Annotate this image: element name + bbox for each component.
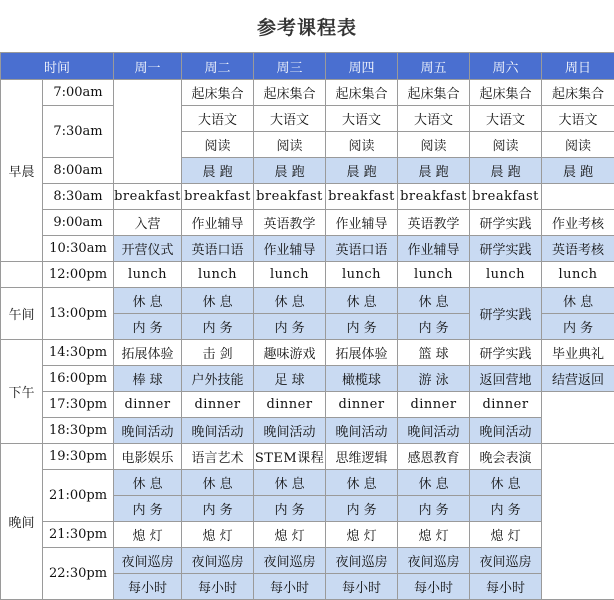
- schedule-cell: 棒 球: [114, 366, 182, 392]
- schedule-cell: 感恩教育: [398, 444, 470, 470]
- schedule-cell: 晚会表演: [470, 444, 542, 470]
- schedule-cell: lunch: [326, 262, 398, 288]
- schedule-cell: breakfast: [470, 184, 542, 210]
- schedule-cell: breakfast: [182, 184, 254, 210]
- schedule-cell: 研学实践: [470, 288, 542, 340]
- schedule-cell: 趣味游戏: [254, 340, 326, 366]
- schedule-cell: lunch: [254, 262, 326, 288]
- schedule-cell: 夜间巡房: [326, 548, 398, 574]
- header-time: 时间: [1, 53, 114, 80]
- schedule-cell: 篮 球: [398, 340, 470, 366]
- schedule-cell: 作业辅导: [182, 210, 254, 236]
- schedule-cell: 阅读: [542, 132, 614, 158]
- schedule-cell: 内 务: [398, 496, 470, 522]
- schedule-cell: 研学实践: [470, 210, 542, 236]
- schedule-cell: 内 务: [114, 496, 182, 522]
- row-1430: [1, 340, 614, 366]
- schedule-cell: 休 息: [470, 470, 542, 496]
- schedule-cell: 思维逻辑: [326, 444, 398, 470]
- schedule-cell: 拓展体验: [326, 340, 398, 366]
- time-cell: 10:30am: [43, 236, 114, 262]
- time-cell: 21:30pm: [43, 522, 114, 548]
- row-0900: [1, 210, 614, 236]
- schedule-cell: 大语文: [326, 106, 398, 132]
- time-cell: 22:30pm: [43, 548, 114, 600]
- schedule-cell: 每小时: [114, 574, 182, 600]
- schedule-cell: 作业考核: [542, 210, 614, 236]
- schedule-cell: 每小时: [398, 574, 470, 600]
- schedule-cell: 每小时: [182, 574, 254, 600]
- schedule-cell: 大语文: [470, 106, 542, 132]
- schedule-cell: 休 息: [254, 288, 326, 314]
- time-cell: 8:30am: [43, 184, 114, 210]
- schedule-cell: 大语文: [182, 106, 254, 132]
- header-fri: 周五: [398, 53, 470, 80]
- schedule-cell: breakfast: [326, 184, 398, 210]
- row-1300: [1, 288, 614, 314]
- row-1830: [1, 418, 614, 444]
- schedule-cell: 夜间巡房: [114, 548, 182, 574]
- schedule-cell: lunch: [398, 262, 470, 288]
- row-1030: [1, 236, 614, 262]
- schedule-cell: 内 务: [182, 314, 254, 340]
- schedule-cell: 晨 跑: [398, 158, 470, 184]
- schedule-cell: 起床集合: [542, 80, 614, 106]
- schedule-cell: 内 务: [542, 314, 614, 340]
- schedule-cell: 内 务: [326, 314, 398, 340]
- section-afternoon: 下午: [1, 340, 43, 444]
- header-wed: 周三: [254, 53, 326, 80]
- schedule-cell: 夜间巡房: [470, 548, 542, 574]
- schedule-cell: 熄 灯: [182, 522, 254, 548]
- time-cell: 14:30pm: [43, 340, 114, 366]
- header-mon: 周一: [114, 53, 182, 80]
- time-cell: 18:30pm: [43, 418, 114, 444]
- row-2100: [1, 470, 614, 496]
- schedule-cell: 休 息: [398, 288, 470, 314]
- row-1200: [1, 262, 614, 288]
- schedule-cell: 熄 灯: [326, 522, 398, 548]
- schedule-cell: 内 务: [326, 496, 398, 522]
- row-0730: [1, 106, 614, 132]
- time-cell: 7:30am: [43, 106, 114, 158]
- header-sat: 周六: [470, 53, 542, 80]
- schedule-cell: 语言艺术: [182, 444, 254, 470]
- schedule-cell: 夜间巡房: [398, 548, 470, 574]
- schedule-cell: 内 务: [254, 496, 326, 522]
- schedule-cell: 起床集合: [254, 80, 326, 106]
- schedule-cell: 开营仪式: [114, 236, 182, 262]
- schedule-cell: 户外技能: [182, 366, 254, 392]
- schedule-cell: dinner: [470, 392, 542, 418]
- schedule-cell: 晨 跑: [470, 158, 542, 184]
- schedule-cell: dinner: [326, 392, 398, 418]
- schedule-cell: 击 剑: [182, 340, 254, 366]
- schedule-cell: 休 息: [326, 470, 398, 496]
- schedule-cell: 晨 跑: [254, 158, 326, 184]
- schedule-cell: 晚间活动: [182, 418, 254, 444]
- schedule-cell: 夜间巡房: [254, 548, 326, 574]
- time-cell: 12:00pm: [43, 262, 114, 288]
- time-cell: 19:30pm: [43, 444, 114, 470]
- schedule-cell: 阅读: [182, 132, 254, 158]
- schedule-cell: 熄 灯: [114, 522, 182, 548]
- schedule-cell: 阅读: [398, 132, 470, 158]
- time-cell: 8:00am: [43, 158, 114, 184]
- schedule-cell: 每小时: [326, 574, 398, 600]
- time-cell: 16:00pm: [43, 366, 114, 392]
- schedule-cell: 休 息: [114, 288, 182, 314]
- row-1600: [1, 366, 614, 392]
- schedule-cell: 晨 跑: [326, 158, 398, 184]
- schedule-cell: 休 息: [326, 288, 398, 314]
- schedule-cell: 每小时: [254, 574, 326, 600]
- section-evening: 晚间: [1, 444, 43, 600]
- time-cell: 17:30pm: [43, 392, 114, 418]
- schedule-cell: lunch: [182, 262, 254, 288]
- header-thu: 周四: [326, 53, 398, 80]
- schedule-cell: breakfast: [114, 184, 182, 210]
- schedule-cell: 研学实践: [470, 236, 542, 262]
- schedule-cell: 晚间活动: [398, 418, 470, 444]
- section-morning: 早晨: [1, 80, 43, 262]
- row-1930: [1, 444, 614, 470]
- row-0800: [1, 158, 614, 184]
- schedule-cell: 作业辅导: [398, 236, 470, 262]
- schedule-cell: 休 息: [182, 288, 254, 314]
- schedule-cell: 游 泳: [398, 366, 470, 392]
- schedule-cell: 研学实践: [470, 340, 542, 366]
- schedule-cell: 大语文: [254, 106, 326, 132]
- schedule-cell: dinner: [254, 392, 326, 418]
- row-0700: [1, 80, 614, 106]
- header-row: [1, 53, 614, 80]
- schedule-cell: 大语文: [398, 106, 470, 132]
- schedule-cell: 休 息: [114, 470, 182, 496]
- schedule-cell: 大语文: [542, 106, 614, 132]
- schedule-cell: 阅读: [470, 132, 542, 158]
- row-2230: [1, 548, 614, 574]
- schedule-cell: 阅读: [326, 132, 398, 158]
- row-1730: [1, 392, 614, 418]
- schedule-cell: 英语考核: [542, 236, 614, 262]
- schedule-cell-empty: [542, 444, 614, 600]
- schedule-cell: 晚间活动: [326, 418, 398, 444]
- row-0830: [1, 184, 614, 210]
- schedule-cell: 英语口语: [182, 236, 254, 262]
- schedule-table: [0, 52, 614, 600]
- schedule-cell: 起床集合: [398, 80, 470, 106]
- schedule-cell: 晨 跑: [542, 158, 614, 184]
- schedule-cell: 内 务: [114, 314, 182, 340]
- schedule-cell: lunch: [542, 262, 614, 288]
- header-sun: 周日: [542, 53, 614, 80]
- schedule-cell: 夜间巡房: [182, 548, 254, 574]
- schedule-cell: 内 务: [398, 314, 470, 340]
- schedule-cell: 熄 灯: [254, 522, 326, 548]
- schedule-cell: 晨 跑: [182, 158, 254, 184]
- schedule-cell: 内 务: [182, 496, 254, 522]
- schedule-cell: lunch: [470, 262, 542, 288]
- page-title: 参考课程表: [0, 0, 614, 52]
- schedule-cell: 橄榄球: [326, 366, 398, 392]
- section-blank: [1, 262, 43, 288]
- schedule-cell: 休 息: [542, 288, 614, 314]
- schedule-cell: 晚间活动: [114, 418, 182, 444]
- schedule-cell: 内 务: [470, 496, 542, 522]
- schedule-cell: 入营: [114, 210, 182, 236]
- time-cell: 13:00pm: [43, 288, 114, 340]
- time-cell: 9:00am: [43, 210, 114, 236]
- schedule-cell: 熄 灯: [470, 522, 542, 548]
- schedule-cell: 足 球: [254, 366, 326, 392]
- schedule-cell: 结营返回: [542, 366, 614, 392]
- schedule-cell: 英语教学: [254, 210, 326, 236]
- schedule-cell: dinner: [114, 392, 182, 418]
- schedule-cell: 起床集合: [326, 80, 398, 106]
- schedule-cell: STEM课程: [254, 444, 326, 470]
- schedule-cell: dinner: [182, 392, 254, 418]
- schedule-cell: breakfast: [398, 184, 470, 210]
- schedule-cell: 毕业典礼: [542, 340, 614, 366]
- time-cell: 7:00am: [43, 80, 114, 106]
- schedule-cell: 休 息: [182, 470, 254, 496]
- schedule-cell: 返回营地: [470, 366, 542, 392]
- schedule-cell: 每小时: [470, 574, 542, 600]
- schedule-cell: 晚间活动: [470, 418, 542, 444]
- schedule-cell: lunch: [114, 262, 182, 288]
- schedule-cell: 熄 灯: [398, 522, 470, 548]
- schedule-cell: 休 息: [398, 470, 470, 496]
- schedule-cell: breakfast: [254, 184, 326, 210]
- schedule-cell: 英语口语: [326, 236, 398, 262]
- section-noon: 午间: [1, 288, 43, 340]
- schedule-cell: 起床集合: [182, 80, 254, 106]
- schedule-cell: 电影娱乐: [114, 444, 182, 470]
- row-2130: [1, 522, 614, 548]
- schedule-cell: 晚间活动: [254, 418, 326, 444]
- schedule-cell: 作业辅导: [326, 210, 398, 236]
- schedule-cell: dinner: [398, 392, 470, 418]
- schedule-cell: 英语教学: [398, 210, 470, 236]
- schedule-cell-empty: [114, 80, 182, 184]
- schedule-cell-empty: [542, 392, 614, 444]
- schedule-cell: 起床集合: [470, 80, 542, 106]
- schedule-cell: 拓展体验: [114, 340, 182, 366]
- schedule-cell: 阅读: [254, 132, 326, 158]
- schedule-cell: 作业辅导: [254, 236, 326, 262]
- schedule-cell: 内 务: [254, 314, 326, 340]
- time-cell: 21:00pm: [43, 470, 114, 522]
- header-tue: 周二: [182, 53, 254, 80]
- schedule-cell: 休 息: [254, 470, 326, 496]
